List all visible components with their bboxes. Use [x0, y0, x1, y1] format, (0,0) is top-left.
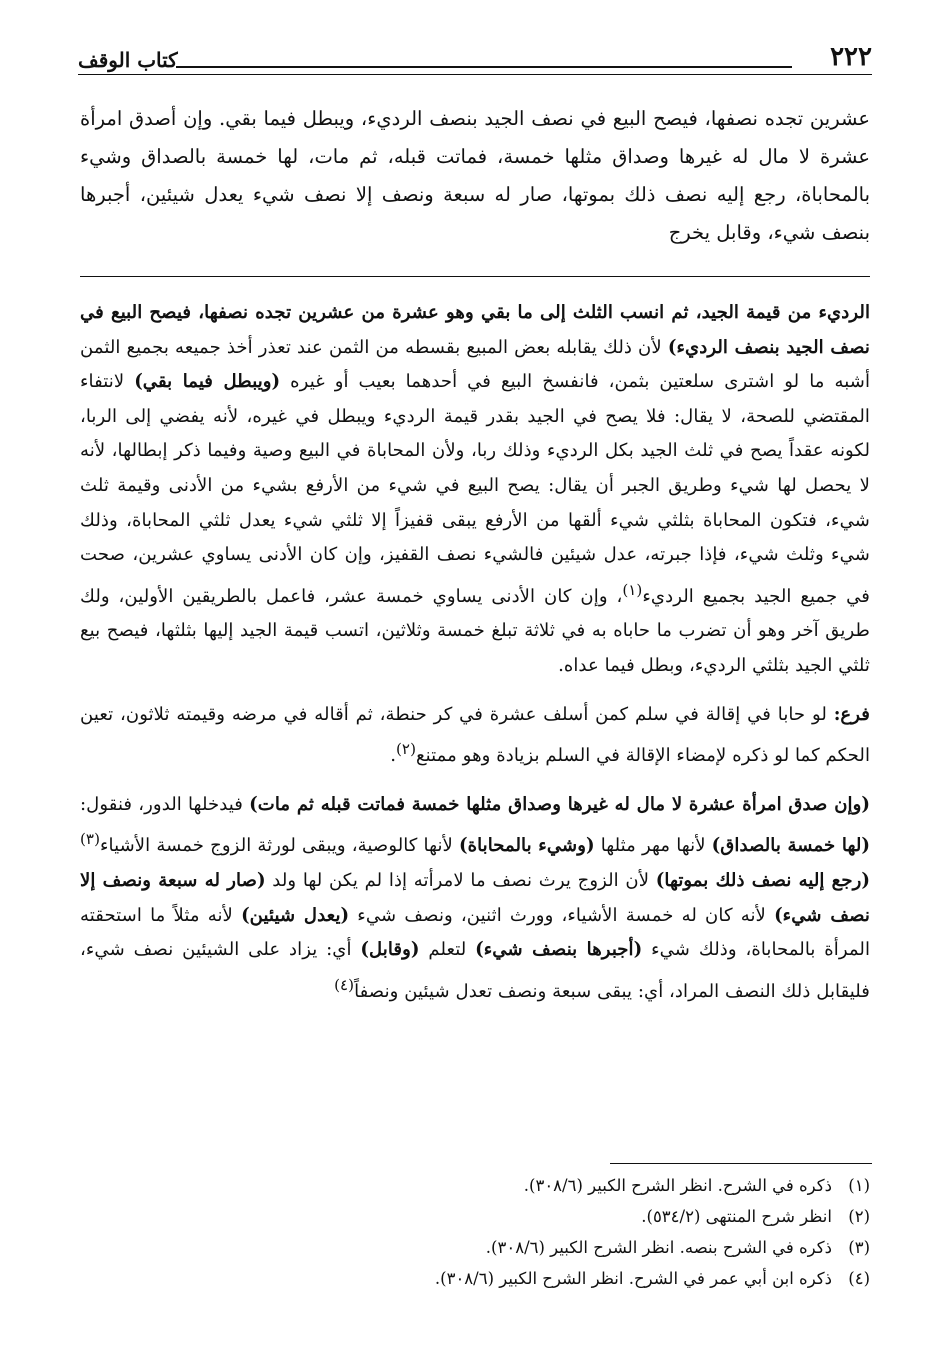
quoted-matn: (ويبطل فيما بقي) [134, 371, 281, 393]
footnote [80, 1201, 870, 1232]
footnote-text: ذكره ابن أبي عمر في الشرح. انظر الشرح الكبير (٣٠٨/٦). [434, 1269, 832, 1288]
quoted-matn: (وشيء بالمحاباة) [458, 835, 595, 857]
commentary: . [390, 745, 396, 767]
footnote-text: انظر شرح المنتهى (٥٣٤/٢). [641, 1207, 832, 1226]
footnote-number: (٤) [848, 1269, 870, 1288]
sharh-paragraph [80, 698, 870, 774]
footnote-separator [610, 1163, 872, 1164]
footnote-number: (٢) [848, 1207, 870, 1226]
commentary: لو حابا في إقالة في سلم كمن أسلف عشرة في كر حنطة، ثم أقاله في مرضه وقيمته ثلاثون، تعين الحكم كما لو ذكره لإمضاء الإقالة في السلم بزيادة وهو ممتنع [80, 703, 870, 767]
footnote-number: (٣) [848, 1238, 870, 1257]
footnotes [80, 1170, 870, 1294]
commentary: أي: يزاد على الشيئين نصف شيء، فليقابل ذلك النصف المراد، أي: يبقى سبعة ونصف تعدل شيئين ونصفاً [80, 939, 870, 1002]
quoted-matn: الرديء من قيمة الجيد، ثم انسب الثلث إلى ما بقي وهو عشرة من عشرين تجده نصفها، فيصح البيع في نصف الجيد بنصف الرديء) [80, 302, 870, 358]
branch-label: فرع: [833, 703, 870, 725]
sharh-paragraph [80, 296, 870, 684]
page-header [78, 40, 872, 76]
footnote-ref[interactable]: (١) [622, 580, 643, 599]
footnote-ref[interactable]: (٢) [396, 740, 416, 759]
commentary: لأن ذلك يقابله بعض المبيع بقسطه من الثمن عند تعذر أخذ جميعه بجميع الثمن أشبه ما لو اشترى سلعتين بثمن، فانفسخ البيع في أحدهما بعيب أو غيره [80, 336, 870, 393]
running-title: كتاب الوقف [78, 48, 178, 72]
matn-text: عشرين تجده نصفها، فيصح البيع في نصف الجيد بنصف الرديء، ويبطل فيما بقي. وإن أصدق امرأة عشرة لا مال له غيرها وصداق مثلها خمسة، فماتت قبله، ثم مات، لها خمسة بالصداق وشيء بالمحاباة، رجع إليه نصف ذلك بموتها، صار له سبعة ونصف إلا نصف شيء يعدل شيئين، أجبرها بنصف شيء، وقابل يخرج [80, 107, 870, 244]
quoted-matn: (أجبرها بنصف شيء) [475, 939, 643, 961]
sharh-paragraph [80, 788, 870, 1010]
quoted-matn: (لها خمسة بالصداق) [711, 835, 870, 857]
sharh-text [80, 296, 870, 1024]
commentary: لأنه مثلاً ما استحقته المرأة بالمحاباة، وذلك شيء [80, 904, 870, 961]
footnote-text: ذكره في الشرح بنصه. انظر الشرح الكبير (٣٠٨/٦). [485, 1238, 832, 1257]
footnote-number: (١) [848, 1176, 870, 1195]
quoted-matn: (وقابل) [360, 939, 420, 961]
footnote [80, 1170, 870, 1201]
commentary: فيدخلها الدور، فنقول: [80, 793, 250, 815]
footnote [80, 1232, 870, 1263]
footnote-ref[interactable]: (٤) [334, 975, 355, 994]
header-underline [78, 74, 872, 75]
quoted-matn: (رجع إليه نصف ذلك بموتها) [655, 870, 870, 892]
commentary: لتعلم [419, 939, 476, 961]
footnote-text: ذكره في الشرح. انظر الشرح الكبير (٣٠٨/٦). [523, 1176, 832, 1195]
footnote [80, 1263, 870, 1294]
page-number: ٢٢٢ [830, 42, 872, 72]
quoted-matn: (صار له سبعة ونصف إلا نصف شيء) [80, 870, 870, 926]
commentary: لأنها كالوصية، ويبقى لورثة الزوج خمسة الأشياء [99, 835, 459, 857]
quoted-matn: (وإن صدق امرأة عشرة لا مال له غيرها وصداق مثلها خمسة فماتت قبله ثم مات) [249, 793, 871, 815]
commentary: لأنه كان له خمسة الأشياء، وورث اثنين، ونصف شيء [349, 904, 775, 926]
commentary: لأن الزوج يرث نصف ما لامرأته إذا لم يكن لها ولد [265, 870, 656, 892]
matn-separator [80, 276, 870, 277]
footnote-ref[interactable]: (٣) [80, 830, 100, 849]
commentary: ، وإن كان الأدنى يساوي خمسة عشر، فاعمل بالطريقين الأولين، ولك طريق آخر وهو أن تضرب ما حاباه به في ثلاثة تبلغ خمسة وثلاثين، اتسب قيمة الجيد إليها بثلثها، فيصح بيع ثلثي الجيد بثلثي الرديء، وبطل فيما عداه. [80, 585, 870, 676]
header-rule [176, 66, 792, 68]
quoted-matn: (يعدل شيئين) [241, 904, 350, 926]
commentary: لأنها مهر مثلها [594, 835, 712, 857]
commentary: لانتفاء المقتضي للصحة، لا يقال: فلا يصح في الجيد بقدر قيمة الرديء ويبطل في غيره، لأنه يفضي إلى الربا، لكونه عقداً يصح في ثلث الجيد بكل الرديء وذلك ربا، ولأن المحاباة في البيع وصية وفيما ذكر إبطالها، لأنه لا يحصل لها شيء وطريق الجبر أن يقال: يصح البيع في شيء من الأرفع بشيء من الأدنى وقيمة ثلث شيء، فتكون المحاباة بثلثي شيء ألقها من الأرفع يبقى قفيزاً إلا ثلثي شيء يعدل ثلثي المحاباة، وذلك شيء وثلث شيء، فإذا جبرته، عدل شيئين فالشيء نصف القفيز، وإن كان الأدنى يساوي عشرين، صحت في جميع الجيد بجميع الرديء [80, 371, 870, 607]
